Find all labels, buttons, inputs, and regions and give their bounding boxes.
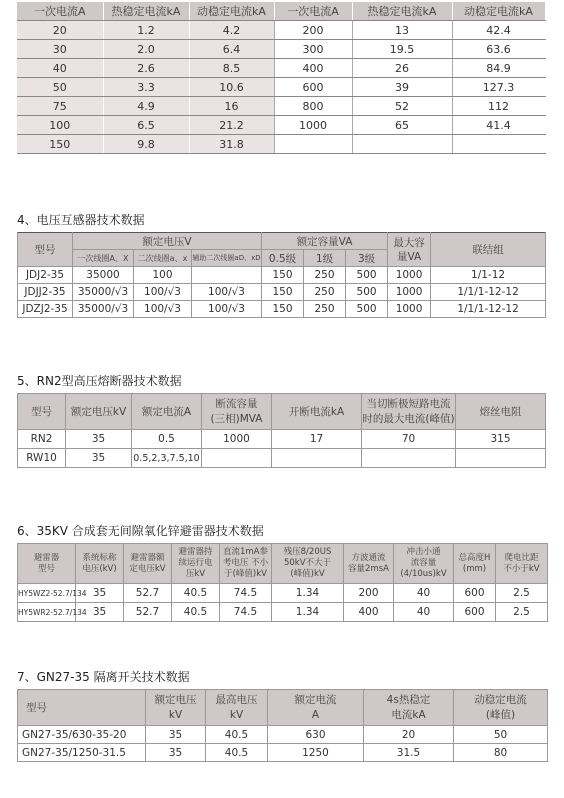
table-cell: 74.5 bbox=[220, 584, 272, 603]
header-line: (三相)MVA bbox=[210, 412, 263, 425]
header-line: 压kV bbox=[185, 569, 206, 579]
header-cell bbox=[272, 544, 344, 584]
table-row bbox=[18, 603, 548, 622]
header-line: 额定电压 bbox=[154, 693, 197, 706]
header-cell bbox=[496, 544, 548, 584]
table-cell: 75 bbox=[17, 97, 103, 116]
table-cell: 42.4 bbox=[452, 21, 545, 40]
header-line: 避雷器 bbox=[33, 552, 60, 563]
table-cell: 63.6 bbox=[452, 40, 545, 59]
table-cell: HY5WZ2-52.7/134 bbox=[18, 584, 76, 603]
header-line: 4s热稳定 bbox=[386, 693, 431, 706]
table-cell: 35 bbox=[146, 726, 206, 744]
table-cell: 19.5 bbox=[352, 40, 452, 59]
table-row bbox=[17, 97, 545, 116]
table-cell: 400 bbox=[274, 59, 352, 78]
table-cell: 50 bbox=[454, 726, 548, 744]
table-cell: 1250 bbox=[268, 744, 364, 762]
header-cell: 熔丝电阻 bbox=[456, 394, 546, 430]
table-cell: 40.5 bbox=[172, 584, 220, 603]
header-line: 定电压kV bbox=[129, 563, 166, 574]
table-cell: 21.2 bbox=[189, 116, 274, 135]
header-line: 量VA bbox=[396, 250, 422, 263]
table-row bbox=[17, 21, 545, 40]
table-header-row bbox=[17, 2, 545, 21]
table-cell: 40 bbox=[394, 603, 454, 622]
table-cell: 250 bbox=[304, 301, 346, 318]
header-line: (峰值) bbox=[485, 708, 516, 721]
table-row bbox=[18, 301, 546, 318]
fuse-table bbox=[17, 393, 546, 468]
header-line: 避雷器额 bbox=[130, 552, 165, 563]
table-cell: 100 bbox=[134, 267, 192, 284]
header-cell: 型号 bbox=[18, 394, 66, 430]
table-cell: 150 bbox=[17, 135, 103, 154]
header-line: 电流kA bbox=[391, 708, 426, 721]
table-cell: 1/1-12 bbox=[431, 267, 546, 284]
table-cell: 100/√3 bbox=[134, 284, 192, 301]
header-cell: 一次线圈A、X bbox=[73, 250, 134, 267]
isolator-table bbox=[17, 689, 548, 762]
table-cell: 100/√3 bbox=[192, 284, 262, 301]
header-cell bbox=[124, 544, 172, 584]
table-cell: 40.5 bbox=[206, 744, 268, 762]
header-line: (4/10us)kV bbox=[400, 569, 447, 579]
header-cell bbox=[394, 544, 454, 584]
table-cell: 20 bbox=[17, 21, 103, 40]
table-cell: 150 bbox=[262, 284, 304, 301]
table-cell: 16 bbox=[189, 97, 274, 116]
table-row bbox=[18, 449, 546, 468]
table-cell: 20 bbox=[364, 726, 454, 744]
table-cell: 31.8 bbox=[189, 135, 274, 154]
header-cell bbox=[344, 544, 394, 584]
table-row bbox=[17, 40, 545, 59]
header-line: 50kV不大于 bbox=[283, 558, 332, 568]
header-cell: 型号 bbox=[18, 233, 73, 267]
table-row bbox=[17, 78, 545, 97]
voltage-transformer-table bbox=[17, 232, 546, 318]
header-line: 系统标称 bbox=[82, 552, 117, 563]
table-cell: 65 bbox=[352, 116, 452, 135]
table-cell: 35000 bbox=[73, 267, 134, 284]
table-cell: 1000 bbox=[388, 267, 431, 284]
header-line: 最高电压 bbox=[215, 693, 258, 706]
table-cell: 1/1/1-12-12 bbox=[431, 301, 546, 318]
header-cell: 额定电压kV bbox=[66, 394, 132, 430]
header-line: A bbox=[311, 708, 320, 721]
table-cell: 41.4 bbox=[452, 116, 545, 135]
table-cell: 0.5,2,3,7.5,10 bbox=[132, 449, 202, 468]
table-cell: 500 bbox=[346, 301, 388, 318]
table-row bbox=[17, 135, 545, 154]
header-line: 考电压 不小 bbox=[222, 558, 269, 568]
header-cell bbox=[172, 544, 220, 584]
table-row bbox=[18, 726, 548, 744]
header-line: (峰值)kV bbox=[290, 569, 325, 579]
table-cell: 150 bbox=[262, 267, 304, 284]
table-cell bbox=[452, 135, 545, 154]
header-line: kV bbox=[168, 708, 183, 721]
header-line: 型号 bbox=[37, 563, 55, 574]
header-line: 总高度H bbox=[458, 552, 491, 563]
header-line: 流容量 bbox=[410, 558, 437, 568]
section-title: 4、电压互感器技术数据 bbox=[17, 213, 145, 227]
section-title: 6、35KV 合成套无间隙氧化锌避雷器技术数据 bbox=[17, 524, 264, 538]
table-cell: 315 bbox=[456, 430, 546, 449]
header-cell bbox=[206, 690, 268, 726]
table-cell: 35 bbox=[76, 603, 124, 622]
table-cell: 400 bbox=[344, 603, 394, 622]
table-cell: RN2 bbox=[18, 430, 66, 449]
header-cell: 一次电流A bbox=[17, 2, 103, 21]
table-cell: RW10 bbox=[18, 449, 66, 468]
header-line: 冲击小通 bbox=[406, 547, 441, 557]
header-cell: 额定容量VA bbox=[262, 233, 388, 250]
table-cell: 1.2 bbox=[103, 21, 189, 40]
table-cell: 52.7 bbox=[124, 603, 172, 622]
table-cell: 6.4 bbox=[189, 40, 274, 59]
table-cell: 80 bbox=[454, 744, 548, 762]
table-cell: 127.3 bbox=[452, 78, 545, 97]
table-cell: 17 bbox=[272, 430, 362, 449]
table-cell: 2.0 bbox=[103, 40, 189, 59]
header-cell: 1级 bbox=[304, 250, 346, 267]
table-cell: 2.5 bbox=[496, 603, 548, 622]
table-cell: 35 bbox=[66, 449, 132, 468]
arrester-table bbox=[17, 543, 548, 622]
table-row bbox=[18, 284, 546, 301]
table-cell: 30 bbox=[17, 40, 103, 59]
header-cell bbox=[454, 544, 496, 584]
header-line: 动稳定电流 bbox=[474, 693, 527, 706]
table-cell: 74.5 bbox=[220, 603, 272, 622]
table-cell: HY5WR2-52.7/134 bbox=[18, 603, 76, 622]
table-row bbox=[17, 116, 545, 135]
table-cell: 10.6 bbox=[189, 78, 274, 97]
table-cell: GN27-35/1250-31.5 bbox=[18, 744, 146, 762]
table-row bbox=[18, 744, 548, 762]
table-cell: 6.5 bbox=[103, 116, 189, 135]
table-cell: 1000 bbox=[388, 301, 431, 318]
table-cell: 2.5 bbox=[496, 584, 548, 603]
table-cell bbox=[202, 449, 272, 468]
table-cell: 35 bbox=[76, 584, 124, 603]
table-cell: 500 bbox=[346, 267, 388, 284]
header-line: 时的最大电流(峰值) bbox=[362, 412, 455, 425]
header-line: 避雷器持 bbox=[178, 547, 213, 557]
table-cell: 300 bbox=[274, 40, 352, 59]
table-cell: 2.6 bbox=[103, 59, 189, 78]
table-cell: 52 bbox=[352, 97, 452, 116]
table-cell: 8.5 bbox=[189, 59, 274, 78]
header-line: 当切断极短路电流 bbox=[366, 397, 451, 410]
header-line: 方波通流 bbox=[351, 552, 386, 563]
table-cell: 0.5 bbox=[132, 430, 202, 449]
table-cell: 1000 bbox=[274, 116, 352, 135]
table-cell: 40.5 bbox=[206, 726, 268, 744]
table-cell: 35 bbox=[146, 744, 206, 762]
table-cell: 250 bbox=[304, 267, 346, 284]
table-cell: 1.34 bbox=[272, 603, 344, 622]
section-title: 5、RN2型高压熔断器技术数据 bbox=[17, 374, 182, 388]
header-line: 续运行电 bbox=[178, 558, 213, 568]
table-cell: 600 bbox=[274, 78, 352, 97]
header-line: kV bbox=[229, 708, 244, 721]
table-cell bbox=[272, 449, 362, 468]
table-row bbox=[17, 59, 545, 78]
header-cell bbox=[268, 690, 364, 726]
table-cell: 100/√3 bbox=[192, 301, 262, 318]
header-line: 额定电流 bbox=[294, 693, 337, 706]
header-cell: 0.5级 bbox=[262, 250, 304, 267]
table-cell bbox=[192, 267, 262, 284]
table-cell: 35 bbox=[66, 430, 132, 449]
header-cell: 联结组 bbox=[431, 233, 546, 267]
table-cell bbox=[456, 449, 546, 468]
header-line: 断流容量 bbox=[215, 397, 258, 410]
table-row bbox=[18, 430, 546, 449]
header-line: 最大容 bbox=[393, 236, 425, 249]
header-cell: 型号 bbox=[18, 690, 146, 726]
table-cell: 13 bbox=[352, 21, 452, 40]
table-cell: 40.5 bbox=[172, 603, 220, 622]
table-cell bbox=[352, 135, 452, 154]
header-cell: 额定电压V bbox=[73, 233, 262, 250]
table-cell: 630 bbox=[268, 726, 364, 744]
table-cell: JDJJ2-35 bbox=[18, 284, 73, 301]
table-cell: 200 bbox=[344, 584, 394, 603]
table-cell: 70 bbox=[362, 430, 456, 449]
header-cell bbox=[362, 394, 456, 430]
table-cell: 31.5 bbox=[364, 744, 454, 762]
section-title: 7、GN27-35 隔离开关技术数据 bbox=[17, 670, 190, 684]
header-cell bbox=[76, 544, 124, 584]
header-cell bbox=[388, 233, 431, 267]
header-line: 于(峰值)kV bbox=[224, 569, 267, 579]
table-cell: GN27-35/630-35-20 bbox=[18, 726, 146, 744]
current-transformer-table bbox=[17, 2, 546, 154]
table-cell: 52.7 bbox=[124, 584, 172, 603]
table-cell: 1000 bbox=[202, 430, 272, 449]
header-line: 爬电比距 bbox=[504, 552, 539, 563]
table-cell: 112 bbox=[452, 97, 545, 116]
header-line: 直流1mA参 bbox=[222, 547, 268, 557]
table-cell: 1000 bbox=[388, 284, 431, 301]
table-cell: 40 bbox=[17, 59, 103, 78]
table-cell bbox=[274, 135, 352, 154]
table-cell: 600 bbox=[454, 603, 496, 622]
header-cell: 辅助二次线圈aD、xD bbox=[192, 250, 262, 267]
table-cell: 9.8 bbox=[103, 135, 189, 154]
header-line: (mm) bbox=[462, 563, 487, 574]
header-line: 残压8/20US bbox=[283, 547, 332, 557]
header-cell bbox=[220, 544, 272, 584]
table-cell: 4.9 bbox=[103, 97, 189, 116]
table-cell: 50 bbox=[17, 78, 103, 97]
header-line: 容量2msA bbox=[348, 563, 389, 574]
table-cell: 600 bbox=[454, 584, 496, 603]
header-cell bbox=[18, 544, 76, 584]
table-cell: 200 bbox=[274, 21, 352, 40]
header-cell: 开断电流kA bbox=[272, 394, 362, 430]
table-cell: JDJ2-35 bbox=[18, 267, 73, 284]
table-cell: 3.3 bbox=[103, 78, 189, 97]
header-cell bbox=[454, 690, 548, 726]
header-cell: 热稳定电流kA bbox=[352, 2, 452, 21]
header-line: 电压(kV) bbox=[82, 563, 117, 574]
table-cell: 100 bbox=[17, 116, 103, 135]
header-cell: 额定电流A bbox=[132, 394, 202, 430]
header-cell: 热稳定电流kA bbox=[103, 2, 189, 21]
header-cell: 3级 bbox=[346, 250, 388, 267]
table-cell: 1/1/1-12-12 bbox=[431, 284, 546, 301]
table-cell: 40 bbox=[394, 584, 454, 603]
table-cell: JDZJ2-35 bbox=[18, 301, 73, 318]
table-row bbox=[18, 584, 548, 603]
table-cell: 500 bbox=[346, 284, 388, 301]
table-cell: 1.34 bbox=[272, 584, 344, 603]
header-cell bbox=[202, 394, 272, 430]
table-cell: 35000/√3 bbox=[73, 301, 134, 318]
header-cell bbox=[364, 690, 454, 726]
header-line: 不小于kV bbox=[503, 563, 540, 574]
table-cell bbox=[362, 449, 456, 468]
table-cell: 39 bbox=[352, 78, 452, 97]
table-cell: 100/√3 bbox=[134, 301, 192, 318]
table-cell: 26 bbox=[352, 59, 452, 78]
header-cell: 动稳定电流kA bbox=[189, 2, 274, 21]
header-cell bbox=[146, 690, 206, 726]
table-cell: 4.2 bbox=[189, 21, 274, 40]
header-cell: 动稳定电流kA bbox=[452, 2, 545, 21]
header-cell: 二次线圈a、x bbox=[134, 250, 192, 267]
table-cell: 84.9 bbox=[452, 59, 545, 78]
table-row bbox=[18, 267, 546, 284]
table-cell: 800 bbox=[274, 97, 352, 116]
table-cell: 35000/√3 bbox=[73, 284, 134, 301]
table-cell: 150 bbox=[262, 301, 304, 318]
header-cell: 一次电流A bbox=[274, 2, 352, 21]
table-cell: 250 bbox=[304, 284, 346, 301]
